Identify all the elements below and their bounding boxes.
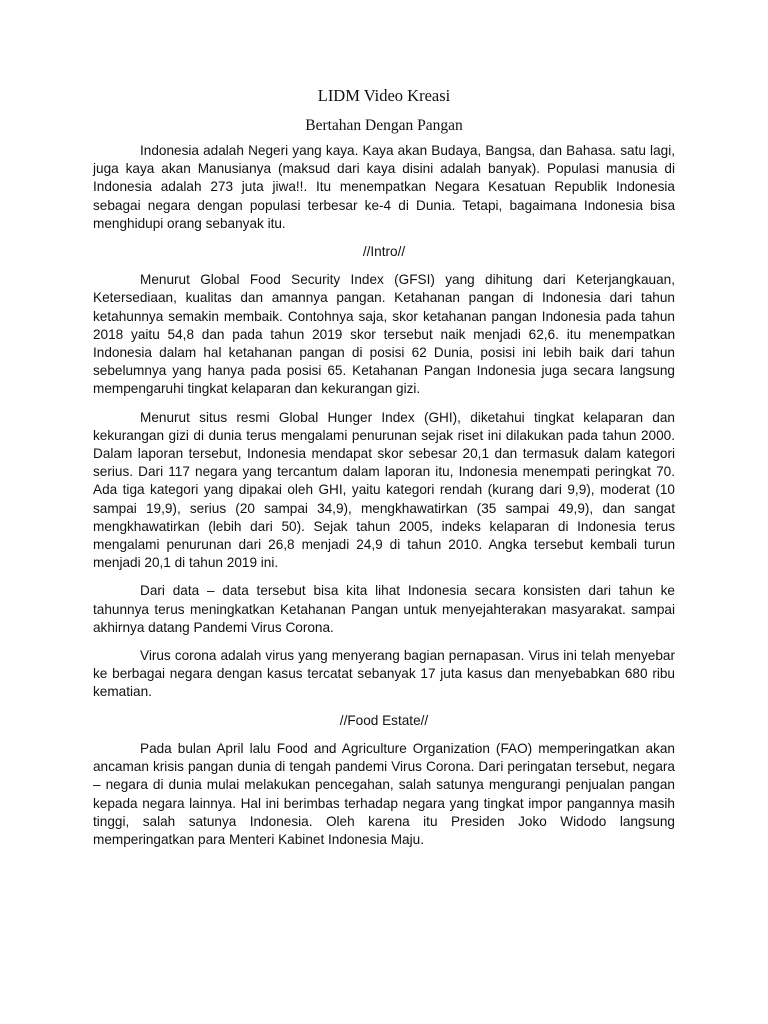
- document-subtitle: Bertahan Dengan Pangan: [305, 117, 463, 134]
- document-title: LIDM Video Kreasi: [317, 86, 451, 105]
- paragraph: Menurut situs resmi Global Hunger Index (GHI), diketahui tingkat kelaparan dan kekurangan gizi di dunia terus mengalami penurunan sejak riset ini dilakukan pada tahun 2000. Dalam laporan tersebut, Indonesia mendapat skor sebesar 20,1 dan termasuk dalam kategori serius. Dari 117 negara yang tercantum dalam laporan itu, Indonesia menempati peringkat 70. Ada tiga kategori yang dipakai oleh GHI, yaitu kategori rendah (kurang dari 9,9), moderat (10 sampai 19,9), serius (20 sampai 34,9), mengkhawatirkan (35 sampai 49,9), dan sangat mengkhawatirkan (lebih dari 50). Sejak tahun 2005, indeks kelaparan di Indonesia terus mengalami penurunan dari 26,8 menjadi 24,9 di tahun 2010. Angka tersebut kembali turun menjadi 20,1 di tahun 2019 ini.: [93, 409, 675, 571]
- document-page: [93, 84, 675, 859]
- paragraph: Indonesia adalah Negeri yang kaya. Kaya akan Budaya, Bangsa, dan Bahasa. satu lagi, juga kaya akan Manusianya (maksud dari kaya disini adalah banyak). Populasi manusia di Indonesia adalah 273 juta jiwa!!. Itu menempatkan Negara Kesatuan Republik Indonesia sebagai negara dengan populasi terbesar ke-4 di Dunia. Tetapi, bagaimana Indonesia bisa menghidupi orang sebanyak itu.: [93, 143, 675, 231]
- paragraph: Menurut Global Food Security Index (GFSI) yang dihitung dari Keterjangkauan, Ketersediaan, kualitas dan amannya pangan. Ketahanan pangan di Indonesia dari tahun ketahunnya semakin membaik. Contohnya saja, skor ketahanan pangan Indonesia pada tahun 2018 yaitu 54,8 dan pada tahun 2019 skor tersebut naik menjadi 62,6. itu menempatkan Indonesia dalam hal ketahanan pangan di posisi 62 Dunia, posisi ini lebih baik dari tahun sebelumnya yang hanya pada posisi 65. Ketahanan Pangan Indonesia juga secara langsung mempengaruhi tingkat kelaparan dan kekurangan gizi.: [93, 272, 675, 397]
- paragraph: Dari data – data tersebut bisa kita lihat Indonesia secara konsisten dari tahun ke tahunnya terus meningkatkan Ketahanan Pangan untuk menyejahterakan masyarakat. sampai akhirnya datang Pandemi Virus Corona.: [93, 583, 675, 635]
- paragraph: Pada bulan April lalu Food and Agriculture Organization (FAO) memperingatkan akan ancaman krisis pangan dunia di tengah pandemi Virus Corona. Dari peringatan tersebut, negara – negara di dunia mulai melakukan pencegahan, salah satunya mengurangi penjualan pangan kepada negara lainnya. Hal ini berimbas terhadap negara yang tingkat impor pangannya masih tinggi, salah satunya Indonesia. Oleh karena itu Presiden Joko Widodo langsung memperingatkan para Menteri Kabinet Indonesia Maju.: [93, 740, 675, 847]
- section-heading-food-estate: //Food Estate//: [339, 712, 429, 728]
- section-heading-intro: //Intro//: [362, 244, 406, 260]
- paragraph: Virus corona adalah virus yang menyerang bagian pernapasan. Virus ini telah menyebar ke berbagai negara dengan kasus tercatat sebanyak 17 juta kasus dan menyebabkan 680 ribu kematian.: [93, 648, 675, 700]
